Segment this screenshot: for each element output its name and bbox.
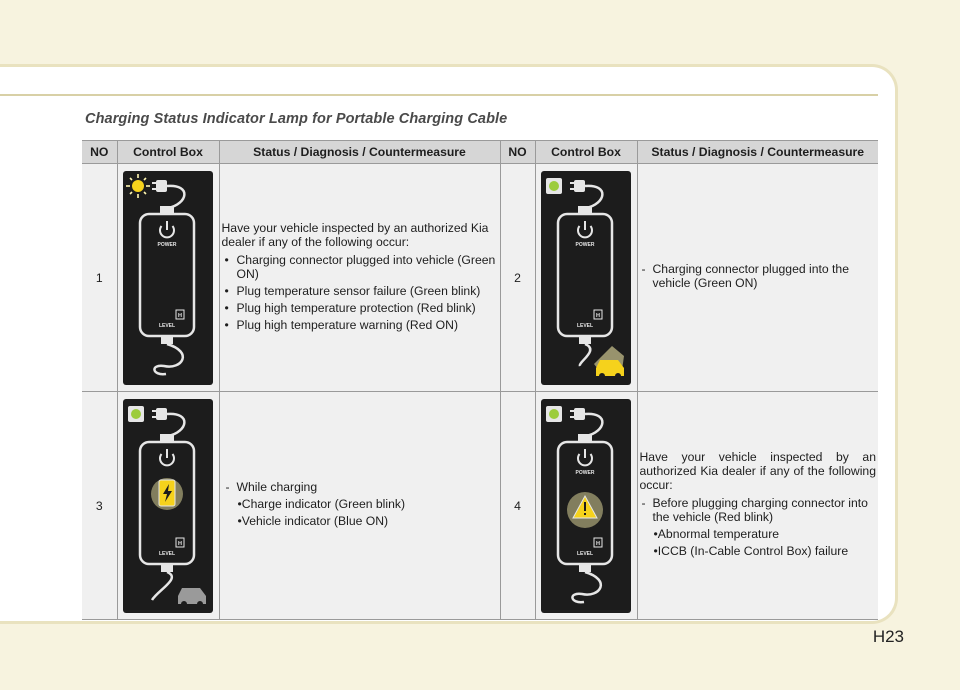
top-rule [0, 94, 878, 96]
row-number: 1 [82, 164, 117, 392]
warning-triangle-icon [567, 492, 603, 528]
col-header-status-right: Status / Diagnosis / Countermeasure [637, 141, 878, 164]
control-box-image-2 [535, 164, 637, 392]
level-label: LEVEL [576, 322, 594, 329]
col-header-control-box-right: Control Box [535, 141, 637, 164]
power-label: POWER [157, 241, 177, 248]
list-item: • Plug temperature sensor failure (Green blink) [222, 284, 498, 298]
list-item: • Charging connector plugged into vehicle (Green ON) [222, 253, 498, 281]
level-mark: H [596, 312, 600, 319]
status-list [222, 253, 498, 332]
power-label: POWER [575, 469, 595, 476]
col-header-status-left: Status / Diagnosis / Countermeasure [219, 141, 500, 164]
intro-text: Have your vehicle inspected by an authorized Kia dealer if any of the following occur: [221, 220, 489, 249]
list-item: • Abnormal temperature [654, 527, 877, 541]
level-mark: H [596, 540, 600, 547]
battery-charge-icon [151, 478, 183, 510]
row-number: 2 [500, 164, 535, 392]
status-list [640, 527, 877, 558]
level-mark: H [178, 312, 182, 319]
table-header-row [82, 141, 878, 164]
power-label: POWER [575, 241, 595, 248]
col-header-no-right: NO [500, 141, 535, 164]
control-box-image-4 [535, 392, 637, 620]
list-item: • Plug high temperature protection (Red blink) [222, 301, 498, 315]
table-row [82, 164, 878, 392]
col-header-control-box-left: Control Box [117, 141, 219, 164]
status-description-4 [637, 392, 878, 620]
dash-item: - Charging connector plugged into the vehicle (Green ON) [640, 262, 877, 290]
section-title: Charging Status Indicator Lamp for Portable Charging Cable [85, 111, 508, 127]
control-box-image-1 [117, 164, 219, 392]
status-table [82, 140, 878, 620]
level-label: LEVEL [158, 550, 176, 557]
sun-icon [546, 178, 562, 194]
list-item: • Vehicle indicator (Blue ON) [238, 514, 498, 528]
dash-item: - While charging [224, 480, 498, 494]
control-box-image-3 [117, 392, 219, 620]
status-list [224, 497, 498, 528]
table-row [82, 392, 878, 620]
level-mark: H [178, 540, 182, 547]
status-description-2 [637, 164, 878, 392]
sun-icon [546, 406, 562, 422]
level-label: LEVEL [576, 550, 594, 557]
list-item: • Plug high temperature warning (Red ON) [222, 318, 498, 332]
level-label: LEVEL [158, 322, 176, 329]
row-number: 3 [82, 392, 117, 620]
list-item: • ICCB (In-Cable Control Box) failure [654, 544, 877, 558]
dash-item: - Before plugging charging connector into the vehicle (Red blink) [640, 496, 877, 524]
sun-icon [128, 406, 144, 422]
list-item: • Charge indicator (Green blink) [238, 497, 498, 511]
page-number: H23 [872, 627, 904, 646]
row-number: 4 [500, 392, 535, 620]
col-header-no-left: NO [82, 141, 117, 164]
status-description-1 [219, 164, 500, 392]
intro-text: Have your vehicle inspected by an authorized Kia dealer if any of the following occur: [639, 450, 876, 492]
status-description-3 [219, 392, 500, 620]
